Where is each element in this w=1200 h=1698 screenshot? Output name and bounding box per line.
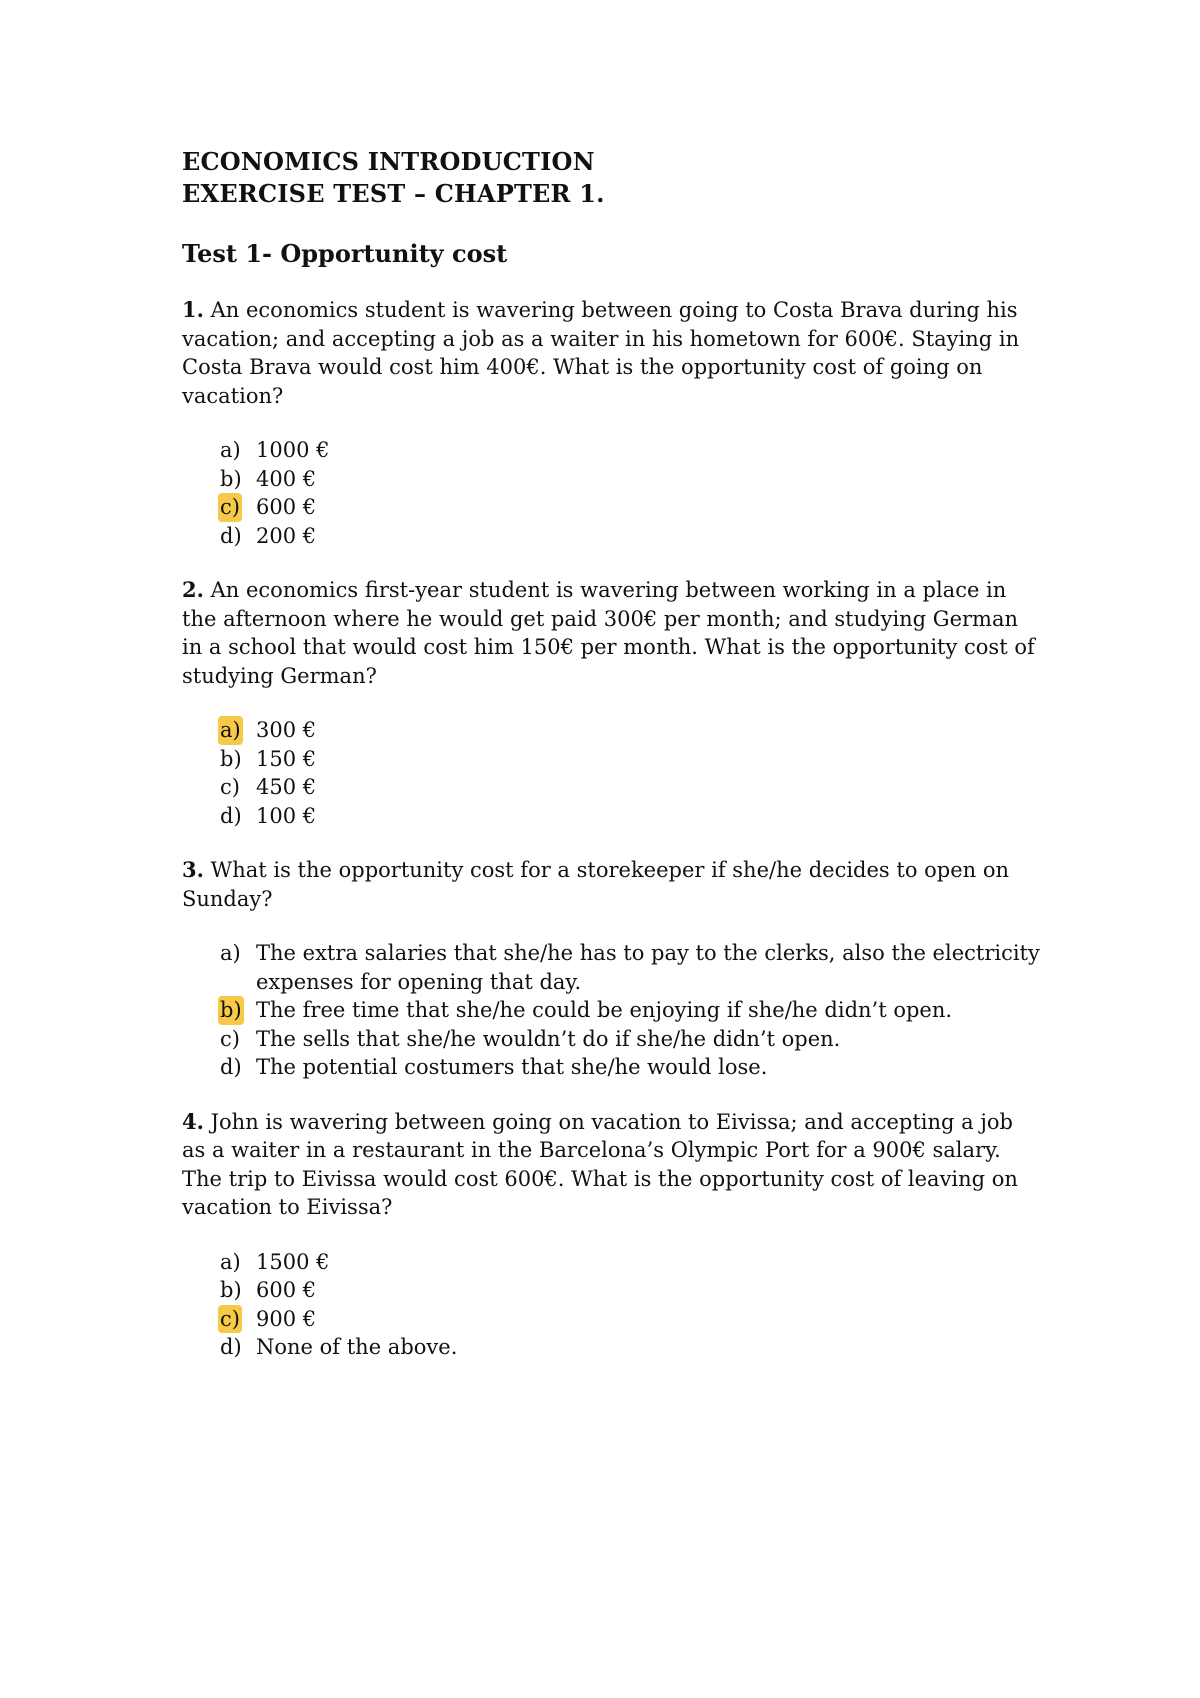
option-letter: a) <box>218 716 243 745</box>
answer-options <box>182 436 1042 550</box>
option-letter: d) <box>220 523 242 548</box>
option-letter: a) <box>220 438 241 462</box>
document-title-line-2: EXERCISE TEST – CHAPTER 1. <box>182 179 605 208</box>
answer-option[interactable] <box>182 802 1042 831</box>
option-letter: c) <box>218 1305 242 1334</box>
option-text: 450 € <box>256 775 317 799</box>
question-number: 3. <box>182 857 204 882</box>
question-1 <box>182 296 1042 550</box>
question-body: An economics student is wavering between going to Costa Brava during his vacation; and accepting a job as a waiter in his hometown for 600€. Staying in Costa Brava would cost him 400€. What is the opportunity cost of going on vacation? <box>182 298 1020 408</box>
answer-option[interactable] <box>182 465 1042 494</box>
answer-option[interactable] <box>182 1053 1042 1082</box>
question-2 <box>182 576 1042 830</box>
question-body: John is wavering between going on vacation to Eivissa; and accepting a job as a waiter in a restaurant in the Barcelona’s Olympic Port for a 900€ salary. The trip to Eivissa would cost 600€. What is the opportunity cost of leaving on vacation to Eivissa? <box>182 1109 1018 1219</box>
question-3-text <box>182 856 1042 913</box>
question-4 <box>182 1108 1042 1362</box>
answer-option[interactable] <box>182 1025 1042 1054</box>
answer-option[interactable] <box>182 773 1042 802</box>
option-letter: a) <box>220 941 241 965</box>
option-letter: b) <box>220 1278 242 1302</box>
option-text: The sells that she/he wouldn’t do if she/he didn’t open. <box>256 1026 841 1051</box>
answer-option[interactable] <box>182 1305 1042 1334</box>
option-letter: c) <box>220 1026 240 1051</box>
answer-option[interactable] <box>182 493 1042 522</box>
option-letter: c) <box>218 493 242 522</box>
section-title: Test 1- Opportunity cost <box>182 239 508 268</box>
option-text: 600 € <box>256 1278 317 1302</box>
answer-options <box>182 939 1042 1082</box>
question-body: What is the opportunity cost for a storekeeper if she/he decides to open on Sunday? <box>182 858 1010 911</box>
answer-option[interactable] <box>182 1333 1042 1362</box>
answer-option[interactable] <box>182 522 1042 551</box>
question-number: 4. <box>182 1108 204 1134</box>
answer-option[interactable] <box>182 996 1042 1025</box>
option-text: 900 € <box>256 1306 317 1331</box>
option-text: 200 € <box>256 523 317 548</box>
option-text: The extra salaries that she/he has to pay to the clerks, also the electricity expenses for opening that day. <box>256 941 1040 994</box>
answer-option[interactable] <box>182 436 1042 465</box>
answer-option[interactable] <box>182 716 1042 745</box>
option-text: 100 € <box>256 803 317 828</box>
option-letter: d) <box>220 1055 242 1079</box>
answer-option[interactable] <box>182 1276 1042 1305</box>
option-text: 300 € <box>256 718 317 742</box>
option-letter: b) <box>220 746 242 771</box>
option-text: 600 € <box>256 495 317 519</box>
document-content <box>182 146 1042 1362</box>
option-letter: d) <box>220 803 242 828</box>
question-2-text <box>182 576 1042 690</box>
option-letter: c) <box>220 775 240 799</box>
option-letter: b) <box>220 466 242 491</box>
option-text: None of the above. <box>256 1335 458 1359</box>
question-number: 2. <box>182 577 204 602</box>
option-letter: a) <box>220 1249 241 1274</box>
answer-options <box>182 1248 1042 1362</box>
option-text: 1500 € <box>256 1249 330 1274</box>
option-letter: b) <box>218 996 244 1025</box>
question-number: 1. <box>182 297 204 322</box>
answer-option[interactable] <box>182 745 1042 774</box>
option-text: 1000 € <box>256 438 330 462</box>
question-3 <box>182 856 1042 1082</box>
question-4-text <box>182 1108 1042 1222</box>
option-letter: d) <box>220 1335 242 1359</box>
question-1-text <box>182 296 1042 410</box>
answer-options <box>182 716 1042 830</box>
option-text: 400 € <box>256 466 317 491</box>
answer-option[interactable] <box>182 1248 1042 1277</box>
question-body: An economics first-year student is wavering between working in a place in the afternoon where he would get paid 300€ per month; and studying German in a school that would cost him 150€ per month. What is the opportunity cost of studying German? <box>182 578 1035 688</box>
document-title-line-1: ECONOMICS INTRODUCTION <box>182 147 595 176</box>
option-text: The free time that she/he could be enjoying if she/he didn’t open. <box>256 998 953 1022</box>
answer-option[interactable] <box>182 939 1042 996</box>
option-text: 150 € <box>256 746 317 771</box>
option-text: The potential costumers that she/he would lose. <box>256 1055 768 1079</box>
